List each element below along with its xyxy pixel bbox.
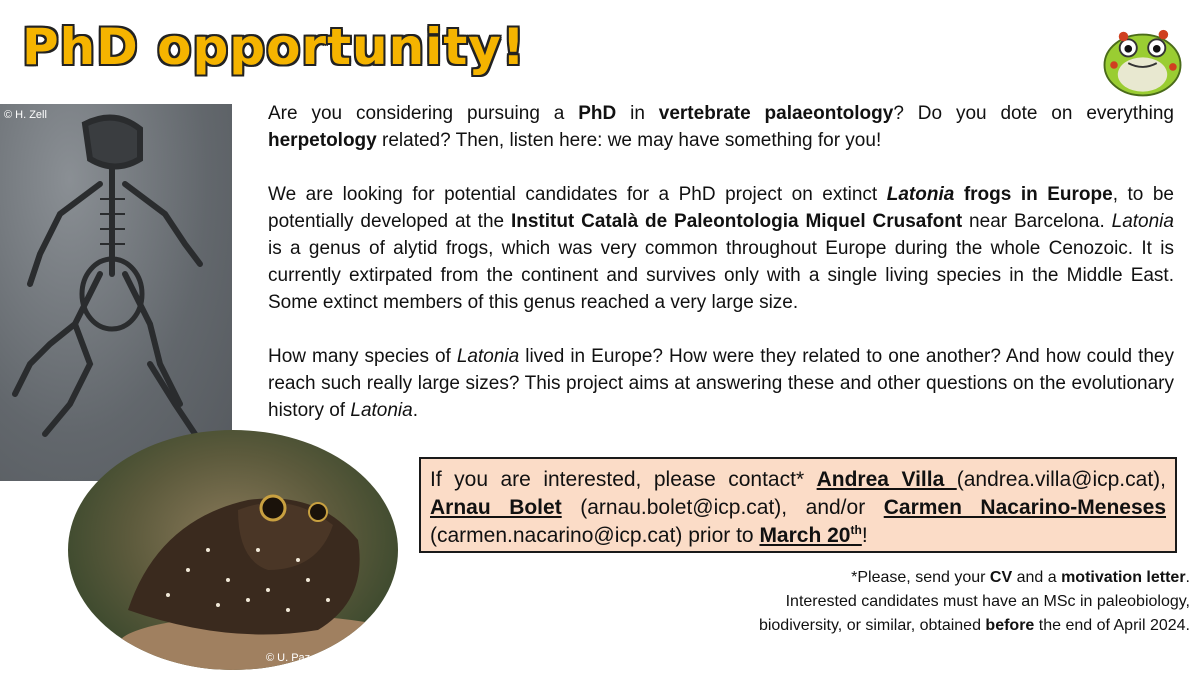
contact-name-carmen-nacarino: Carmen Nacarino-Meneses	[883, 496, 1167, 519]
deadline-date: March 20th	[759, 523, 862, 547]
photo-credit: © U. Paz	[266, 652, 311, 664]
requirements-note: *Please, send your CV and a motivation letter. Interested candidates must have an MSc in paleobiology, biodiversity, or similar, obtained before the end of April 2024.	[758, 569, 1190, 634]
page-title: PhD opportunity!	[22, 18, 526, 76]
fossil-frog-image	[0, 104, 232, 481]
contact-name-andrea-villa: Andrea Villa	[816, 468, 957, 491]
contact-name-arnau-bolet: Arnau Bolet	[430, 496, 562, 519]
contact-box: If you are interested, please contact* Andrea Villa (andrea.villa@icp.cat), Arnau Bolet (arnau.bolet@icp.cat), and/or Carmen Nacarino-Meneses (carmen.nacarino@icp.cat) prior to March 20th!	[419, 457, 1177, 553]
frog-logo-icon	[1095, 8, 1190, 103]
fossil-credit: © H. Zell	[4, 109, 47, 121]
intro-paragraph: Are you considering pursuing a PhD in vertebrate palaeontology? Do you dote on everything herpetology related? Then, listen here: we may have something for you!	[268, 103, 1174, 151]
project-paragraph: We are looking for potential candidates for a PhD project on extinct Latonia frogs in Europe, to be potentially developed at the Institut Català de Paleontologia Miquel Crusafont near Barcelona. Latonia is a genus of alytid frogs, which was very common throughout Europe during the whole Cenozoic. It is currently extirpated from the continent and survives only with a single living species in the Middle East. Some extinct members of this genus reached a very large size.	[268, 184, 1174, 313]
living-frog-photo	[68, 430, 398, 670]
questions-paragraph: How many species of Latonia lived in Europe? How were they related to one another? And how could they reach such really large sizes? This project aims at answering these and other questions on the evolutionary history of Latonia.	[268, 346, 1174, 421]
